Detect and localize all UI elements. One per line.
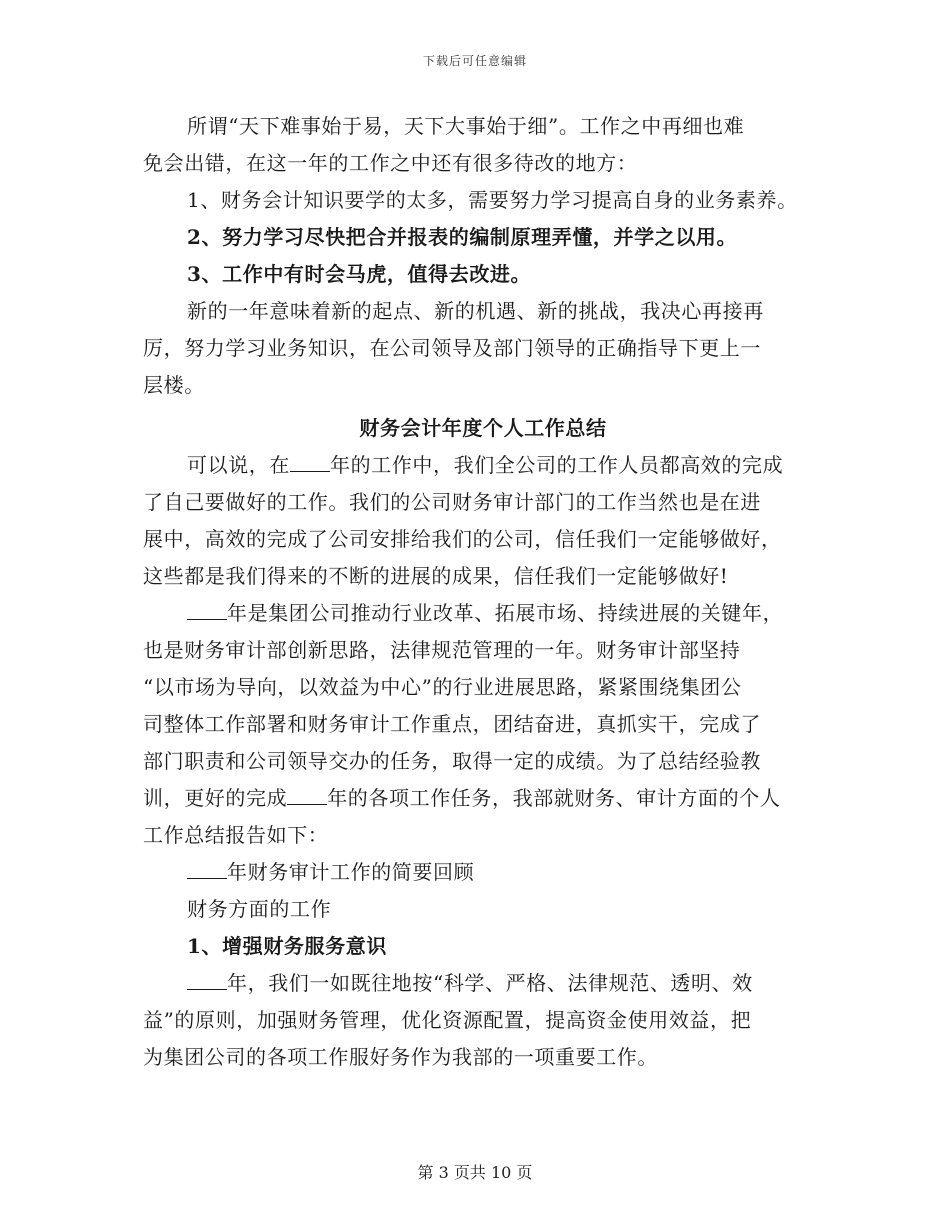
page-number: 第 3 页共 10 页 (417, 1163, 533, 1182)
document-body (143, 108, 823, 1076)
subheading: 财务方面的工作 (187, 897, 332, 921)
page-header: 下载后可任意编辑 (422, 54, 527, 68)
paragraph-line: 司整体工作部署和财务审计工作重点，团结奋进，真抓实干，完成了 (143, 712, 761, 736)
text-run: 年是集团公司推动行业改革、拓展市场、持续进展的关键年， (227, 601, 784, 625)
paragraph-line: 所谓“天下难事始于易，天下大事始于细”。工作之中再细也难 (187, 114, 745, 138)
paragraph-line: 工作总结报告如下： (143, 823, 329, 847)
paragraph-line: “以市场为导向，以效益为中心”的行业进展思路，紧紧围绕集团公 (143, 675, 742, 699)
text-run: 训，更好的完成 (143, 786, 288, 810)
paragraph-line: 免会出错，在这一年的工作之中还有很多待改的地方： (143, 151, 638, 175)
paragraph-line: 层楼。 (143, 373, 205, 397)
blank-underline (290, 453, 330, 472)
blank-underline (187, 971, 227, 990)
list-item-bold: 2、努力学习尽快把合并报表的编制原理弄懂，并学之以用。 (187, 225, 738, 249)
text-run: 年的各项工作任务，我部就财务、审计方面的个人 (327, 786, 781, 810)
list-item-bold: 3、工作中有时会马虎，值得去改进。 (187, 262, 532, 286)
text-run: 年的工作中，我们全公司的工作人员都高效的完成 (330, 453, 784, 477)
paragraph-line: 益”的原则，加强财务管理，优化资源配置，提高资金使用效益，把 (143, 1008, 752, 1032)
paragraph-line: 新的一年意味着新的起点、新的机遇、新的挑战，我决心再接再 (187, 299, 764, 323)
paragraph-line: 为集团公司的各项工作服好务作为我部的一项重要工作。 (143, 1045, 658, 1069)
text-run: 年财务审计工作的简要回顾 (227, 860, 475, 884)
paragraph-line (143, 447, 823, 484)
paragraph-line: 厉，努力学习业务知识，在公司领导及部门领导的正确指导下更上一 (143, 336, 761, 360)
paragraph-line: 展中，高效的完成了公司安排给我们的公司，信任我们一定能够做好， (143, 527, 782, 551)
list-item: 1、财务会计知识要学的太多，需要努力学习提高自身的业务素养。 (187, 188, 798, 212)
section-title: 财务会计年度个人工作总结 (359, 416, 607, 440)
paragraph-line: 也是财务审计部创新思路，法律规范管理的一年。财务审计部坚持 (143, 638, 741, 662)
paragraph-line: 了自己要做好的工作。我们的公司财务审计部门的工作当然也是在进 (143, 490, 761, 514)
paragraph-line: 部门职责和公司领导交办的任务，取得一定的成绩。为了总结经验教 (143, 749, 761, 773)
paragraph-line (143, 965, 823, 1002)
blank-underline (187, 860, 227, 879)
subheading-bold: 1、增强财务服务意识 (187, 934, 387, 958)
text-run: 可以说，在 (187, 453, 290, 477)
text-run: 年，我们一如既往地按“科学、严格、法律规范、透明、效 (227, 971, 753, 995)
subheading (143, 854, 823, 891)
blank-underline (287, 786, 327, 805)
paragraph-line (143, 595, 823, 632)
blank-underline (187, 601, 227, 620)
paragraph-line: 这些都是我们得来的不断的进展的成果，信任我们一定能够做好! (143, 564, 729, 588)
paragraph-line (143, 780, 823, 817)
